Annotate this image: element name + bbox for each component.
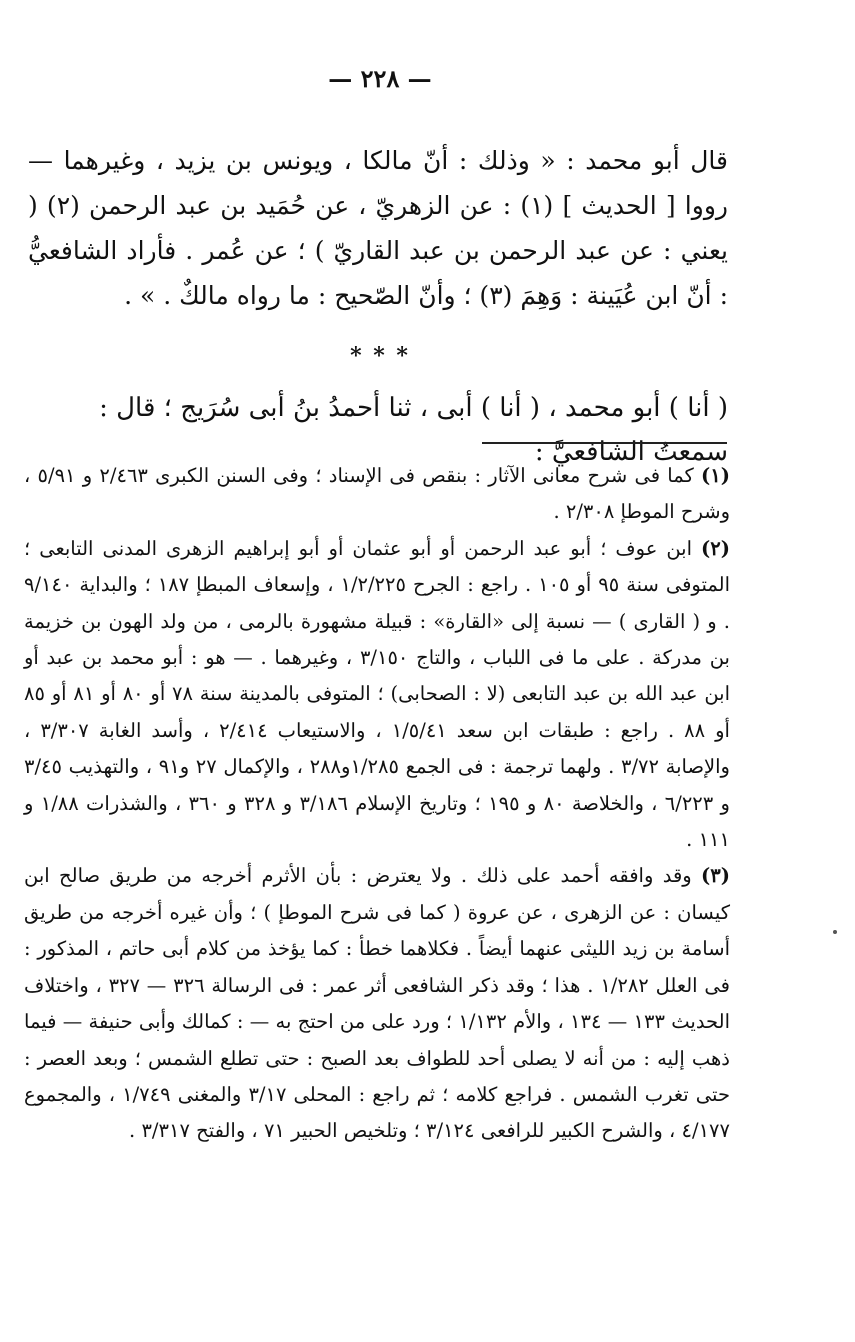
section-separator: * * * <box>350 343 410 369</box>
footnote-2 <box>24 531 730 859</box>
footnote-marker: (٣) <box>701 864 730 888</box>
footnote-text: كما فى شرح معانى الآثار : بنقص فى الإسناد ؛ وفى السنن الكبرى ٢/٤٦٣ و ٥/٩١ ، وشرح الموطإ ٢/٣٠٨ . <box>24 464 730 524</box>
footnote-marker: (٢) <box>701 536 730 560</box>
isnad-line: ( أنا ) أبو محمد ، ( أنا ) أبى ، ثنا أحمدُ بنُ أبى سُرَيج ؛ قال : سمعتُ الشافعيَّ : <box>99 393 728 467</box>
page-number: — ٢٢٨ — <box>328 64 432 93</box>
footnote-marker: (١) <box>701 464 730 487</box>
footnote-text: ابن عوف ؛ أبو عبد الرحمن أو أبو عثمان أو أبو إبراهيم الزهرى المدنى التابعى ؛ المتوفى سنة ٩٥ أو ١٠٥ . راجع : الجرح ١/٢/٢٢٥ ، وإسعاف المبطإ ١٨٧ ؛ والبداية ٩/١٤٠ . و ( القارى ) — نسبة إلى «القارة» : قبيلة مشهورة بالرمى ، من ولد الهون بن خزيمة بن مدركة . على ما فى اللباب ، والتاج ٣/١٥٠ ، وغيرهما . — هو : أبو محمد بن عبد أو ابن عبد الله بن عبد التابعى (لا : الصحابى) ؛ المتوفى بالمدينة سنة ٧٨ أو ٨٠ أو ٨١ أو ٨٥ أو ٨٨ . راجع : طبقات ابن سعد ١/٥/٤١ ، والاستيعاب ٢/٤١٤ ، وأسد الغابة ٣/٣٠٧ ، والإصابة ٣/٧٢ . ولهما ترجمة : فى الجمع ١/٢٨٥و٢٨٨ ، والإكمال ٢٧ و٩١ ، والتهذيب ٣/٤٥ و ٦/٢٢٣ ، والخلاصة ٨٠ و ١٩٥ ؛ وتاريخ الإسلام ٣/١٨٦ و ٣٢٨ و ٣٦٠ ، والشذرات ١/٨٨ و ١١١ . <box>24 536 731 852</box>
footnote-3 <box>24 858 730 1149</box>
footnote-rule <box>482 442 727 444</box>
main-text-paragraph: قال أبو محمد : « وذلك : أنّ مالكا ، ويونس بن يزيد ، وغيرهما — رووا [ الحديث ] (١) : عن الزهريّ ، عن حُمَيد بن عبد الرحمن (٢) ( يعني : عن عبد الرحمن بن عبد القاريّ ) ؛ عن عُمر . فأراد الشافعيُّ : أنّ ابن عُيَينة : وَهِمَ (٣) ؛ وأنّ الصّحيح : ما رواه مالكٌ . » . <box>28 146 728 310</box>
footnote-text: وقد وافقه أحمد على ذلك . ولا يعترض : بأن الأثرم أخرجه من طريق صالح ابن كيسان : عن الزهرى ، عن عروة ( كما فى شرح الموطإ ) ؛ وأن غيره أخرجه من طريق أسامة بن زيد الليثى عنهما أيضاً . فكلاهما خطأ : كما يؤخذ من كلام أبى حاتم ، المذكور : فى العلل ١/٢٨٢ . هذا ؛ وقد ذكر الشافعى أثر عمر : فى الرسالة ٣٢٦ — ٣٢٧ ، واختلاف الحديث ١٣٣ — ١٣٤ ، والأم ١/١٣٢ ؛ ورد على من احتج به — : كمالك وأبى حنيفة — فيما ذهب إليه : من أنه لا يصلى أحد للطواف بعد الصبح : حتى تطلع الشمس ؛ وبعد العصر : حتى تغرب الشمس . فراجع كلامه ؛ ثم راجع : المحلى ٣/١٧ والمغنى ١/٧٤٩ ، والمجموع ٤/١٧٧ ، والشرح الكبير للرافعى ٣/١٢٤ ؛ وتلخيص الحبير ٧١ ، والفتح ٣/٣١٧ . <box>24 864 731 1143</box>
scan-speck <box>833 930 837 934</box>
footnotes-section <box>24 458 730 1150</box>
footnote-1 <box>24 458 730 531</box>
